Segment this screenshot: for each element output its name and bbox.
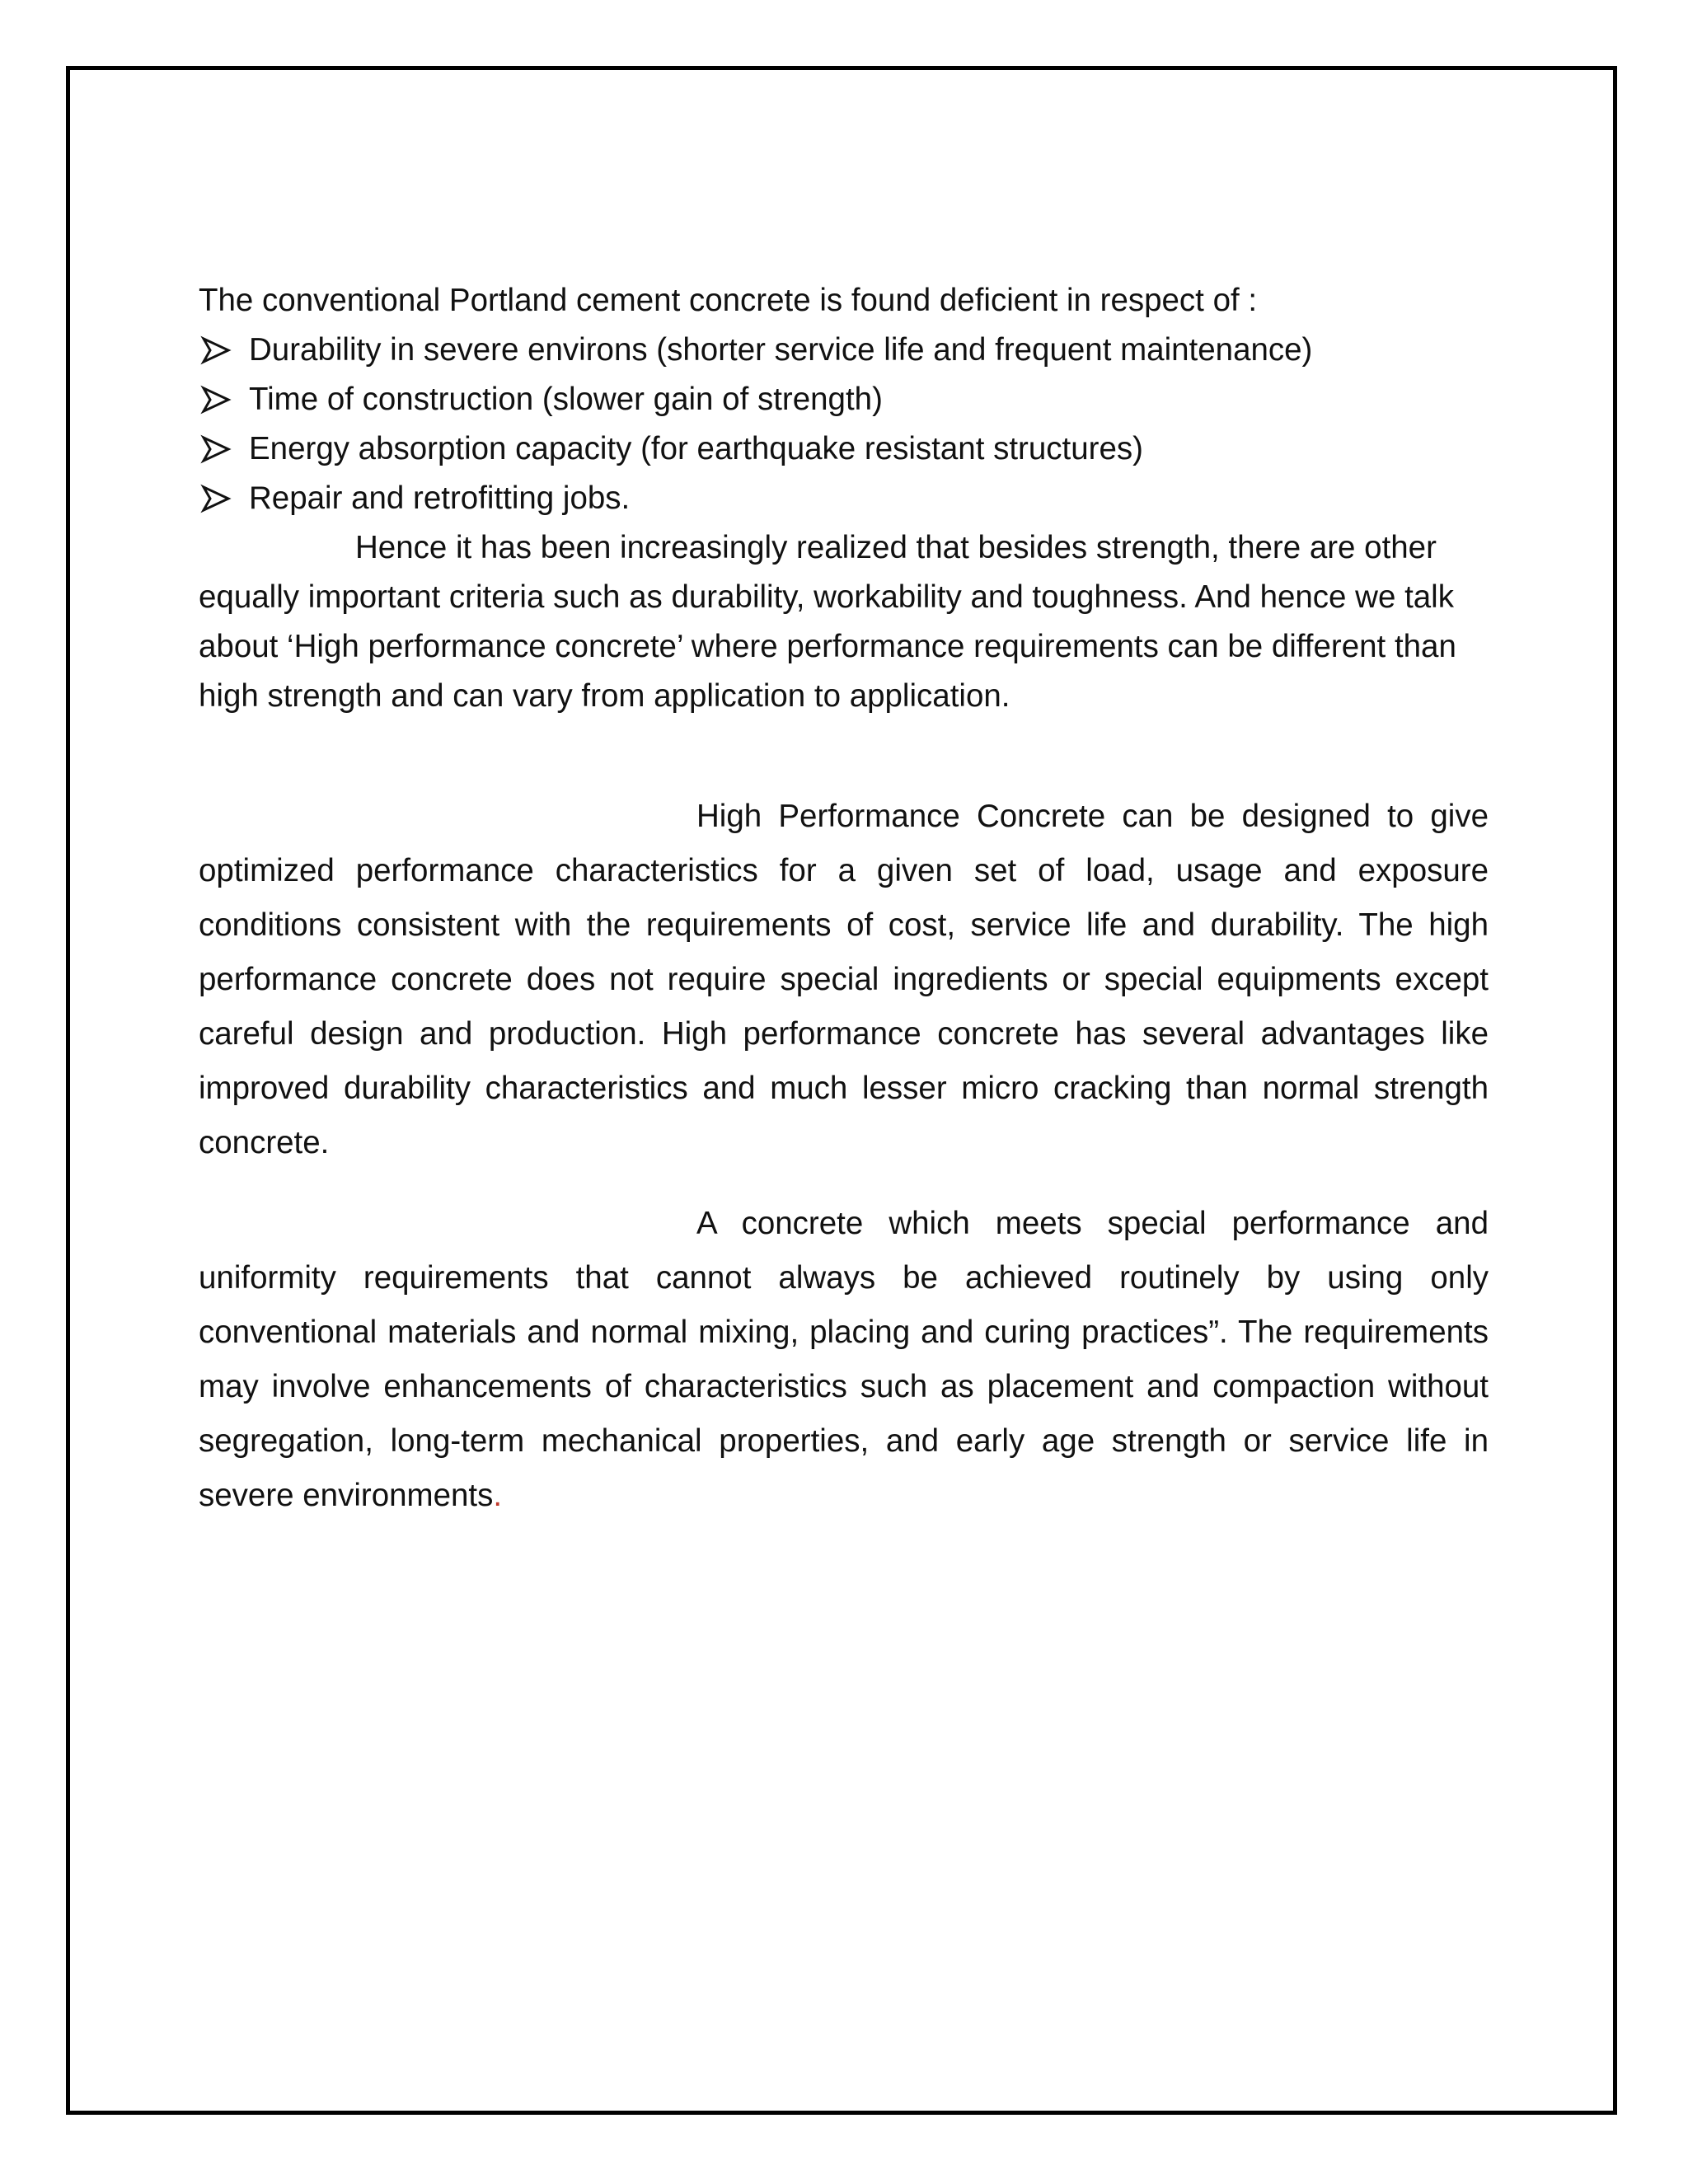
list-item-text: Time of construction (slower gain of strength) — [249, 382, 883, 417]
document-body — [199, 276, 1489, 1523]
intro-text: The conventional Portland cement concrete is found deficient in respect of : — [199, 283, 1258, 318]
arrowhead-bullet-icon — [200, 474, 233, 523]
list-item — [199, 474, 1489, 523]
list-item — [199, 424, 1489, 474]
list-item — [199, 375, 1489, 424]
arrowhead-bullet-icon — [200, 326, 233, 375]
list-item — [199, 326, 1489, 375]
paragraph-hence: Hence it has been increasingly realized that besides strength, there are other equally important criteria such as durability, workability and toughness. And hence we talk about ‘High performance concrete’ where performance requirements can be different than high strength and can vary from application to application. — [199, 530, 1456, 714]
list-item-text: Repair and retrofitting jobs. — [249, 480, 631, 516]
arrowhead-bullet-icon — [200, 375, 233, 424]
paragraph-definition — [199, 1197, 1489, 1523]
deficiency-list — [199, 326, 1489, 523]
arrowhead-bullet-icon — [200, 424, 233, 474]
paragraph-hpc: High Performance Concrete can be designed to give optimized performance characteristics for a given set of load, usage and exposure conditions consistent with the requirements of cost, service life and durability. The high performance concrete does not require special ingredients or special equipments except careful design and production. High performance concrete has several advantages like improved durability characteristics and much lesser micro cracking than normal strength concrete. — [199, 799, 1489, 1160]
definition-period: . — [493, 1478, 503, 1513]
list-item-text: Durability in severe environs (shorter service life and frequent maintenance) — [249, 332, 1313, 368]
list-item-text: Energy absorption capacity (for earthquake resistant structures) — [249, 431, 1143, 466]
definition-text: A concrete which meets special performance and uniformity requirements that cannot always be achieved routinely by using only conventional materials and normal mixing, placing and curing practices”. The requirements may involve enhancements of characteristics such as placement and compaction without segregation, long-term mechanical properties, and early age strength or service life in severe environments — [199, 1206, 1489, 1513]
